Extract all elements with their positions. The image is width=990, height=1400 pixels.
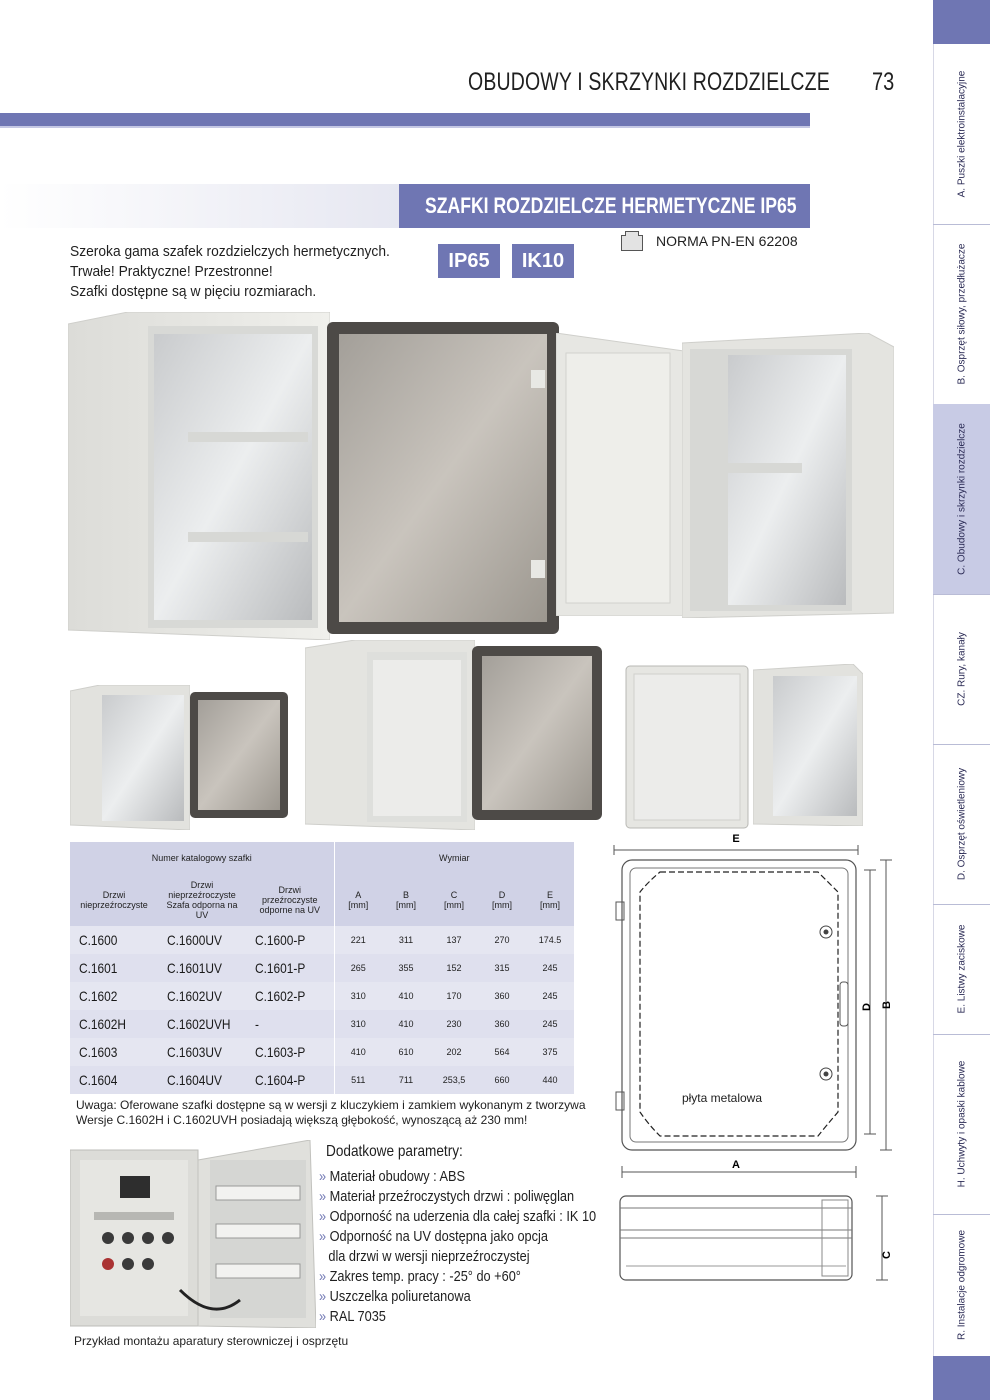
technical-drawing bbox=[612, 830, 912, 1320]
table-cell: 410 bbox=[334, 1038, 382, 1066]
side-tab-label: B. Osprzęt siłowy, przedłużacze bbox=[956, 243, 967, 385]
table-cell: 245 bbox=[526, 954, 574, 982]
side-tab-label: C. Obudowy i skrzynki rozdzielcze bbox=[956, 423, 967, 575]
column-header: E [mm] bbox=[526, 874, 574, 926]
params-list bbox=[319, 1167, 645, 1327]
list-item: » Odporność na uderzenia dla całej szafki : IK 10 bbox=[319, 1208, 597, 1225]
page-title: OBUDOWY I SKRZYNKI ROZDZIELCZE bbox=[468, 68, 830, 96]
list-item-continuation: dla drzwi w wersji nieprzeźroczystej bbox=[328, 1248, 530, 1265]
spec-table bbox=[70, 842, 574, 1094]
table-row bbox=[70, 926, 574, 954]
dim-label-c: C bbox=[881, 1251, 893, 1259]
table-cell: 375 bbox=[526, 1038, 574, 1066]
params-title: Dodatkowe parametry: bbox=[326, 1143, 463, 1160]
table-column-header-row bbox=[70, 874, 574, 926]
table-cell: 315 bbox=[478, 954, 526, 982]
header-bar bbox=[0, 113, 810, 126]
cabinet-photo-small-open-right bbox=[753, 664, 863, 826]
column-header: B [mm] bbox=[382, 874, 430, 926]
table-cell: C.1602UV bbox=[158, 982, 246, 1010]
cabinet-photo-large-open bbox=[68, 312, 330, 640]
table-cell: 511 bbox=[334, 1066, 382, 1094]
note-text bbox=[76, 1098, 586, 1128]
side-tab-r[interactable] bbox=[933, 1214, 990, 1357]
table-cell: - bbox=[246, 1010, 334, 1038]
table-cell: C.1601-P bbox=[246, 954, 334, 982]
table-cell: 360 bbox=[478, 982, 526, 1010]
side-tab-d[interactable] bbox=[933, 744, 990, 905]
cabinet-photo-small-open bbox=[70, 685, 190, 830]
list-item: » Materiał przeźroczystych drzwi : poliwęglan bbox=[319, 1188, 575, 1205]
side-tab-bottom-block bbox=[933, 1356, 990, 1400]
table-cell: C.1603 bbox=[70, 1038, 158, 1066]
table-cell: 610 bbox=[382, 1038, 430, 1066]
intro-line: Trwałe! Praktyczne! Przestronne! bbox=[70, 263, 273, 280]
header-bar-underline bbox=[0, 126, 810, 128]
table-cell: C.1601 bbox=[70, 954, 158, 982]
table-row bbox=[70, 982, 574, 1010]
folder-icon bbox=[621, 235, 643, 251]
table-cell: C.1604-P bbox=[246, 1066, 334, 1094]
list-item: » Materiał obudowy : ABS bbox=[319, 1168, 466, 1185]
table-cell: C.1604UV bbox=[158, 1066, 246, 1094]
table-cell: 310 bbox=[334, 1010, 382, 1038]
side-tab-label: CZ. Rury, kanały bbox=[956, 632, 967, 706]
dim-label-b: B bbox=[881, 1001, 893, 1009]
intro-text bbox=[70, 242, 418, 302]
opaque-door-front-photo bbox=[624, 664, 750, 830]
table-cell: 202 bbox=[430, 1038, 478, 1066]
table-cell: C.1602UVH bbox=[158, 1010, 246, 1038]
dim-label-e: E bbox=[732, 833, 740, 845]
table-cell: C.1601UV bbox=[158, 954, 246, 982]
table-cell: 137 bbox=[430, 926, 478, 954]
table-cell: 152 bbox=[430, 954, 478, 982]
table-cell: 360 bbox=[478, 1010, 526, 1038]
side-tab-e[interactable] bbox=[933, 904, 990, 1035]
table-cell: 170 bbox=[430, 982, 478, 1010]
side-tab-label: H. Uchwyty i opaski kablowe bbox=[956, 1060, 967, 1188]
group-header-catalog: Numer katalogowy szafki bbox=[70, 842, 334, 874]
section-title: SZAFKI ROZDZIELCZE HERMETYCZNE IP65 bbox=[425, 193, 797, 218]
table-cell: 564 bbox=[478, 1038, 526, 1066]
table-cell: C.1600 bbox=[70, 926, 158, 954]
column-header: Drzwi przeźroczyste odporne na UV bbox=[246, 874, 334, 926]
table-cell: 230 bbox=[430, 1010, 478, 1038]
table-cell: 410 bbox=[382, 1010, 430, 1038]
table-row bbox=[70, 1038, 574, 1066]
table-cell: C.1603-P bbox=[246, 1038, 334, 1066]
group-header-dimension: Wymiar bbox=[334, 842, 574, 874]
note-line: Uwaga: Oferowane szafki dostępne są w wersji z kluczykiem i zamkiem wykonanym z tworzywa bbox=[76, 1098, 586, 1112]
dim-label-d: D bbox=[861, 1003, 873, 1011]
section-banner bbox=[399, 184, 810, 228]
table-cell: 660 bbox=[478, 1066, 526, 1094]
table-cell: 311 bbox=[382, 926, 430, 954]
table-row bbox=[70, 1066, 574, 1094]
table-cell: C.1604 bbox=[70, 1066, 158, 1094]
column-header: D [mm] bbox=[478, 874, 526, 926]
norma-label: NORMA PN-EN 62208 bbox=[656, 233, 798, 249]
table-cell: 245 bbox=[526, 1010, 574, 1038]
table-cell: 440 bbox=[526, 1066, 574, 1094]
table-group-header-row bbox=[70, 842, 574, 874]
table-cell: 410 bbox=[382, 982, 430, 1010]
table-cell: C.1600UV bbox=[158, 926, 246, 954]
column-header: Drzwi nieprzeźroczyste Szafa odporna na UV bbox=[158, 874, 246, 926]
medium-transparent-door-photo bbox=[470, 644, 604, 822]
mounting-example-photo bbox=[70, 1140, 316, 1328]
table-cell: 355 bbox=[382, 954, 430, 982]
column-header: Drzwi nieprzeźroczyste bbox=[70, 874, 158, 926]
small-transparent-door-photo bbox=[188, 690, 290, 820]
side-tab-b[interactable] bbox=[933, 224, 990, 405]
side-tab-cz[interactable] bbox=[933, 594, 990, 745]
side-tab-a[interactable] bbox=[933, 44, 990, 225]
table-cell: C.1602-P bbox=[246, 982, 334, 1010]
table-row bbox=[70, 954, 574, 982]
note-line: Wersje C.1602H i C.1602UVH posiadają większą głębokość, wynoszącą aż 230 mm! bbox=[76, 1113, 528, 1127]
intro-line: Szeroka gama szafek rozdzielczych hermetycznych. bbox=[70, 243, 390, 260]
side-tab-label: R. Instalacje odgromowe bbox=[956, 1229, 967, 1341]
table-cell: C.1603UV bbox=[158, 1038, 246, 1066]
table-cell: 711 bbox=[382, 1066, 430, 1094]
table-cell: 265 bbox=[334, 954, 382, 982]
table-cell: 310 bbox=[334, 982, 382, 1010]
table-cell: 174.5 bbox=[526, 926, 574, 954]
side-tab-h[interactable] bbox=[933, 1034, 990, 1215]
ik10-badge: IK10 bbox=[512, 244, 574, 278]
table-cell: C.1602 bbox=[70, 982, 158, 1010]
dim-label-a: A bbox=[732, 1159, 740, 1171]
transparent-door-photo bbox=[325, 320, 561, 636]
table-cell: 245 bbox=[526, 982, 574, 1010]
cabinet-photo-opaque-door bbox=[556, 333, 684, 616]
column-header: A [mm] bbox=[334, 874, 382, 926]
side-tab-c[interactable] bbox=[933, 404, 990, 595]
table-cell: 253,5 bbox=[430, 1066, 478, 1094]
cabinet-photo-open-right bbox=[682, 333, 894, 618]
ip65-badge: IP65 bbox=[438, 244, 500, 278]
list-item: » Odporność na UV dostępna jako opcja bbox=[319, 1228, 548, 1245]
intro-line: Szafki dostępne są w pięciu rozmiarach. bbox=[70, 283, 317, 300]
column-header: C [mm] bbox=[430, 874, 478, 926]
photo-caption: Przykład montażu aparatury sterowniczej i osprzętu bbox=[74, 1334, 349, 1348]
list-item: » Uszczelka poliuretanowa bbox=[319, 1288, 471, 1305]
side-tab-label: E. Listwy zaciskowe bbox=[956, 924, 967, 1014]
cabinet-photo-medium-open bbox=[305, 640, 475, 830]
table-row bbox=[70, 1010, 574, 1038]
list-item: » Zakres temp. pracy : -25° do +60° bbox=[319, 1268, 521, 1285]
section-band bbox=[0, 184, 400, 228]
table-cell: C.1602H bbox=[70, 1010, 158, 1038]
plate-label: płyta metalowa bbox=[681, 1091, 763, 1105]
side-tab-label: D. Osprzęt oświetleniowy bbox=[956, 767, 967, 881]
list-item: » RAL 7035 bbox=[319, 1308, 386, 1325]
side-tab-top-block bbox=[933, 0, 990, 44]
table-cell: 270 bbox=[478, 926, 526, 954]
page-number: 73 bbox=[872, 68, 895, 96]
table-cell: 221 bbox=[334, 926, 382, 954]
side-tab-label: A. Puszki elektroinstalacyjne bbox=[956, 70, 967, 198]
table-cell: C.1600-P bbox=[246, 926, 334, 954]
